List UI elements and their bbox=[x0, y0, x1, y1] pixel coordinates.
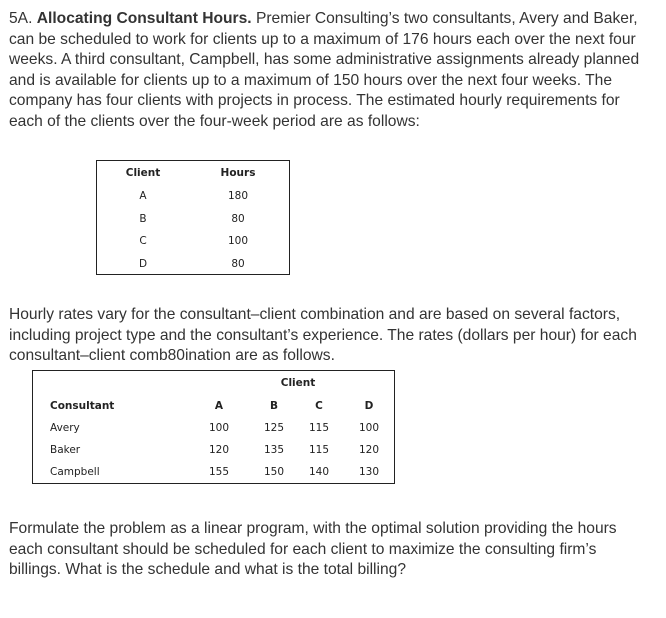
hours-table-client: B bbox=[139, 213, 147, 225]
hours-table-header-client: Client bbox=[125, 167, 161, 179]
rates-table-rate: 120 bbox=[208, 444, 230, 456]
hours-table-client: D bbox=[138, 258, 148, 270]
rates-table-rate: 100 bbox=[358, 422, 380, 434]
rates-table-consultant-header: Consultant bbox=[50, 400, 115, 412]
rates-table-consultant: Baker bbox=[50, 444, 81, 456]
rates-table bbox=[32, 370, 395, 484]
hours-table-header-hours: Hours bbox=[220, 167, 256, 179]
rates-intro: Hourly rates vary for the consultant–client combination and are based on several factors, including project type and the consultant’s experience. The rates (dollars per hour) for each consultant–client comb80ination are as follows. bbox=[9, 306, 637, 365]
rates-table-rate: 120 bbox=[358, 444, 380, 456]
rates-table-consultant: Campbell bbox=[50, 466, 100, 478]
hours-table-hours: 180 bbox=[227, 190, 249, 202]
rates-table-rate: 115 bbox=[308, 444, 330, 456]
rates-table-column-header: D bbox=[364, 400, 374, 412]
rates-table-rate: 140 bbox=[308, 466, 330, 478]
rates-table-consultant: Avery bbox=[50, 422, 80, 434]
rates-table-rate: 155 bbox=[208, 466, 230, 478]
rates-table-column-header: C bbox=[315, 400, 323, 412]
rates-table-rate: 150 bbox=[263, 466, 285, 478]
problem-text: Premier Consulting’s two consultants, Avery and Baker, can be scheduled to work for clients up to a maximum of 176 hours each over the next four weeks. A third consultant, Campbell, has some administrative assignments already planned and is available for clients up to a maximum of 150 hours over the next four weeks. The company has four clients with projects in process. The estimated hourly requirements for each of the clients over the four-week period are as follows: bbox=[9, 10, 640, 130]
hours-table-hours: 80 bbox=[231, 258, 245, 270]
rates-table-rate: 135 bbox=[263, 444, 285, 456]
hours-table-hours: 100 bbox=[227, 235, 249, 247]
problem-intro bbox=[9, 9, 649, 133]
hours-table-hours: 80 bbox=[231, 213, 245, 225]
rates-table-rate: 115 bbox=[308, 422, 330, 434]
problem-number: 5A. bbox=[9, 10, 33, 27]
rates-table-rate: 100 bbox=[208, 422, 230, 434]
hours-table-client: A bbox=[139, 190, 147, 202]
hours-table-client: C bbox=[139, 235, 147, 247]
rates-table-rate: 125 bbox=[263, 422, 285, 434]
rates-table-group-header: Client bbox=[280, 377, 316, 389]
problem-title: Allocating Consultant Hours. bbox=[36, 10, 252, 27]
rates-table-rate: 130 bbox=[358, 466, 380, 478]
hours-table bbox=[96, 160, 290, 275]
rates-table-column-header: A bbox=[214, 400, 224, 412]
problem-question: Formulate the problem as a linear program, with the optimal solution providing the hours each consultant should be scheduled for each client to maximize the consulting firm’s billings. What is the schedule and what is the total billing? bbox=[9, 520, 617, 579]
rates-table-column-header: B bbox=[269, 400, 279, 412]
